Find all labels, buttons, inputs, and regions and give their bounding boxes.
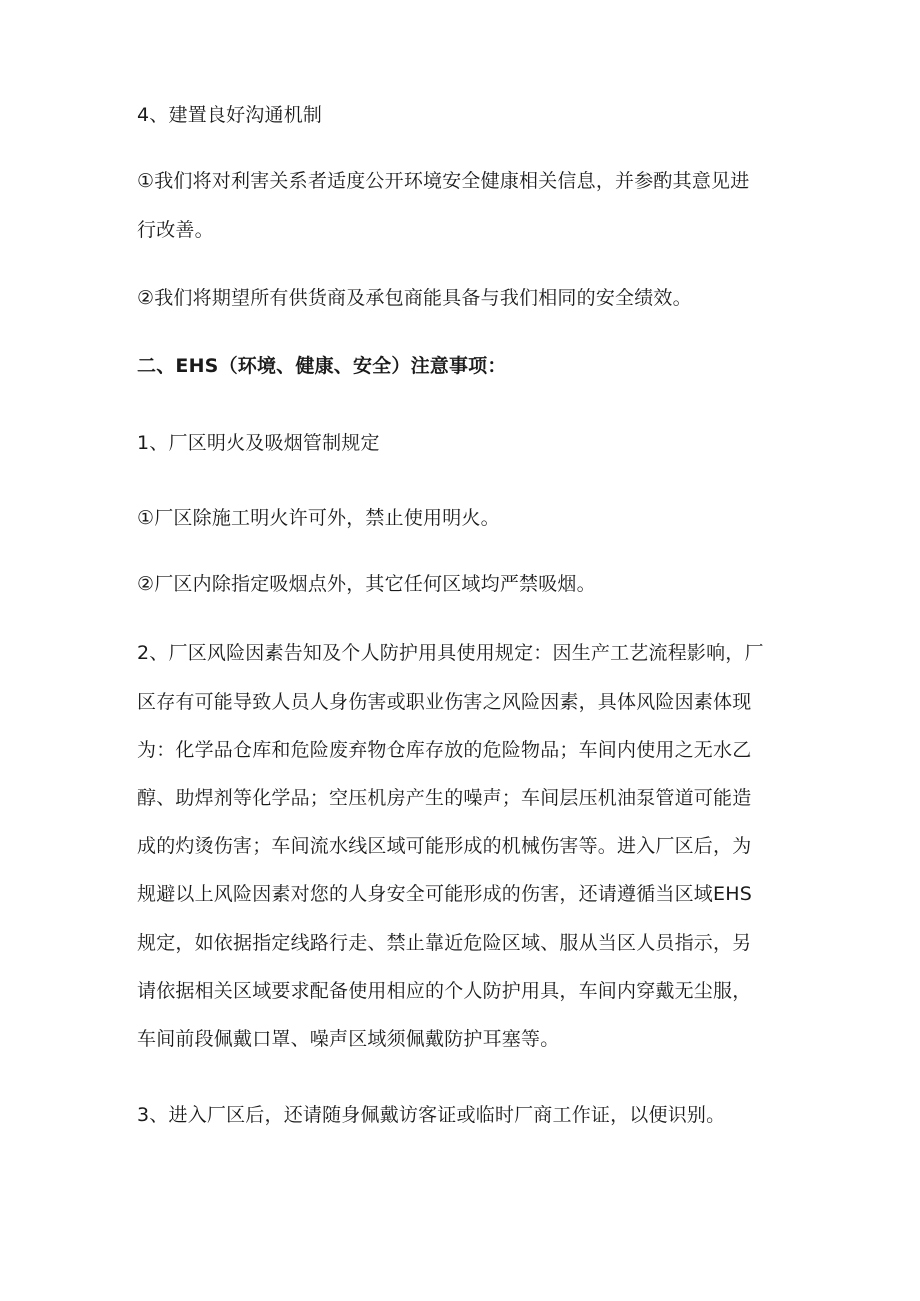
section-heading-ehs: 二、EHS（环境、健康、安全）注意事项： bbox=[137, 355, 507, 377]
paragraph-line: 区存有可能导致人员人身伤害或职业伤害之风险因素，具体风险因素体现 bbox=[137, 691, 752, 713]
paragraph-line: 为：化学品仓库和危险废弃物仓库存放的危险物品；车间内使用之无水乙 bbox=[137, 739, 752, 761]
paragraph-line: ①我们将对利害关系者适度公开环境安全健康相关信息，并参酌其意见进 bbox=[137, 170, 750, 192]
paragraph-line: ②厂区内除指定吸烟点外，其它任何区域均严禁吸烟。 bbox=[137, 573, 596, 595]
paragraph-line: 2、厂区风险因素告知及个人防护用具使用规定：因生产工艺流程影响，厂 bbox=[137, 642, 764, 664]
subsection-heading-fire-smoking: 1、厂区明火及吸烟管制规定 bbox=[137, 432, 380, 454]
paragraph-line: ②我们将期望所有供货商及承包商能具备与我们相同的安全绩效。 bbox=[137, 287, 692, 309]
section-heading-communication: 4、建置良好沟通机制 bbox=[137, 104, 323, 126]
paragraph-line: 醇、助焊剂等化学品；空压机房产生的噪声；车间层压机油泵管道可能造 bbox=[137, 787, 752, 809]
paragraph-line: 请依据相关区域要求配备使用相应的个人防护用具，车间内穿戴无尘服， bbox=[137, 980, 752, 1002]
paragraph-line: ①厂区除施工明火许可外，禁止使用明火。 bbox=[137, 507, 500, 529]
paragraph-line: 规避以上风险因素对您的人身安全可能形成的伤害，还请遵循当区域EHS bbox=[137, 883, 752, 905]
paragraph-line: 车间前段佩戴口罩、噪声区域须佩戴防护耳塞等。 bbox=[137, 1028, 560, 1050]
paragraph-line: 成的灼烫伤害；车间流水线区域可能形成的机械伤害等。进入厂区后，为 bbox=[137, 835, 752, 857]
paragraph-line: 3、进入厂区后，还请随身佩戴访客证或临时厂商工作证，以便识别。 bbox=[137, 1104, 726, 1126]
paragraph-line: 规定，如依据指定线路行走、禁止靠近危险区域、服从当区人员指示，另 bbox=[137, 932, 752, 954]
paragraph-line: 行改善。 bbox=[137, 219, 214, 241]
